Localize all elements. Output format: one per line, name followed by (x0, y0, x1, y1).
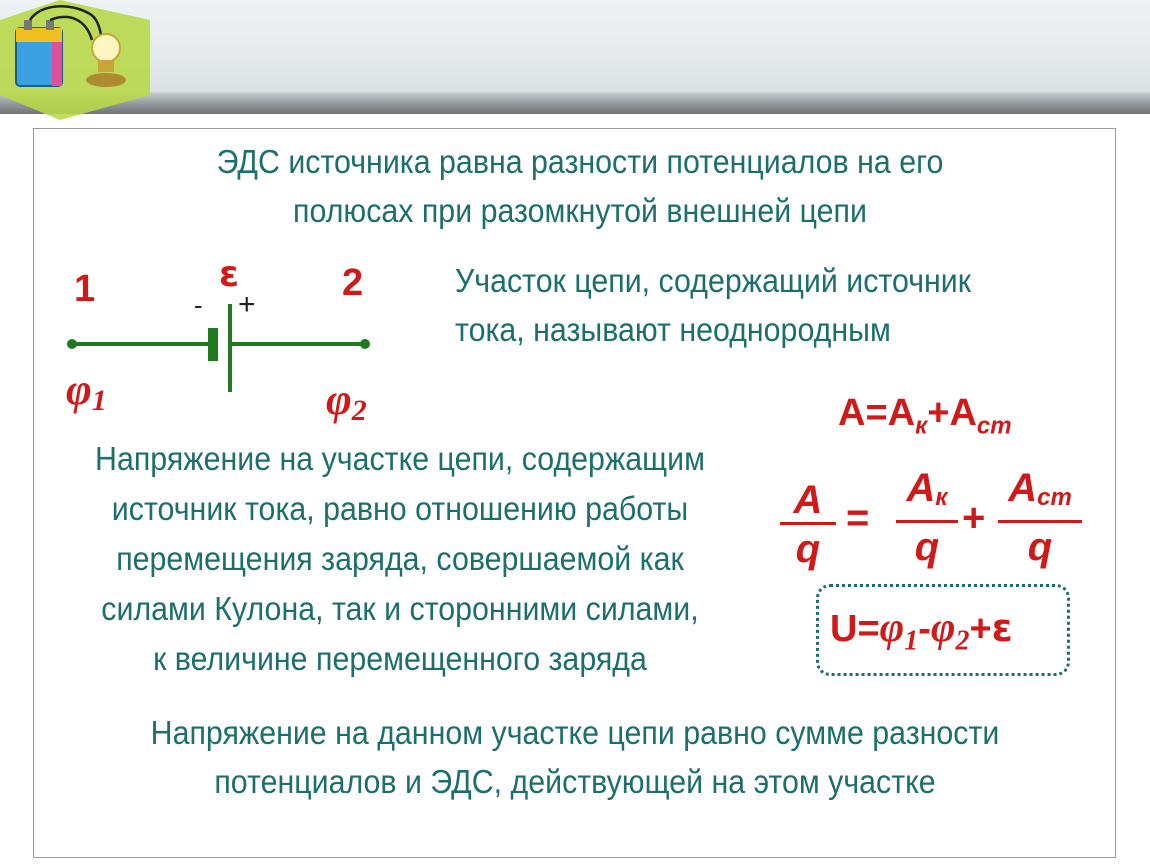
paragraph-line: источник тока, равно отношению работы (111, 490, 689, 527)
u-formula-sub2: 2 (955, 625, 970, 657)
title-line: ЭДС источника равна разности потенциалов на его (216, 143, 944, 180)
u-formula-phi2: φ (930, 605, 956, 651)
equals-sign: = (846, 496, 870, 540)
phi1-symbol: φ (66, 365, 92, 414)
fraction-numerator (896, 466, 958, 523)
fraction-numerator-main: A (906, 466, 936, 510)
battery-and-lamp-icon (0, 0, 150, 120)
fraction-ast-over-q (998, 466, 1082, 571)
phi1-subscript: 1 (91, 384, 107, 417)
node-label-2: 2 (342, 262, 364, 304)
work-formula-lhs: A=A (838, 392, 916, 434)
fraction-denominator: q (795, 527, 821, 571)
paragraph-line: к величине перемещенного заряда (153, 640, 647, 677)
minus-sign: - (194, 290, 203, 320)
plus-sign: + (238, 288, 256, 321)
fraction-numerator-sub: ст (1037, 484, 1072, 511)
fraction-numerator-main: A (1008, 466, 1038, 510)
fraction-numerator (998, 466, 1082, 523)
paragraph-line: силами Кулона, так и сторонними силами, (101, 590, 699, 627)
title (120, 137, 1040, 235)
header-shadow (0, 92, 1150, 114)
u-formula-phi1: φ (879, 605, 905, 651)
fraction-numerator-sub: к (935, 484, 948, 511)
work-formula-sub2: ст (976, 412, 1012, 440)
u-formula-plus: + (969, 608, 992, 650)
definition-line: Участок цепи, содержащий источник (455, 262, 972, 299)
node-dot-1 (67, 339, 77, 349)
phi2-symbol: φ (326, 375, 352, 424)
title-line: полюсах при разомкнутой внешней цепи (293, 192, 867, 229)
phi2-label (326, 374, 367, 428)
fraction-denominator: q (914, 525, 940, 569)
paragraph-line: перемещения заряда, совершаемой как (116, 540, 684, 577)
fraction-denominator: q (1027, 525, 1053, 569)
conclusion-line: потенциалов и ЭДС, действующей на этом участке (214, 763, 936, 800)
node-label-1: 1 (74, 268, 96, 310)
work-formula (838, 392, 1012, 441)
u-formula (830, 604, 1013, 658)
conclusion-line: Напряжение на данном участке цепи равно сумме разности (150, 714, 1000, 751)
work-formula-mid: +A (927, 392, 977, 434)
u-formula-minus: - (918, 608, 931, 650)
definition-text (455, 256, 1044, 354)
u-formula-emf: ε (991, 606, 1013, 650)
definition-line: тока, называют неоднородным (455, 311, 891, 348)
u-formula-u: U= (830, 608, 880, 650)
phi2-subscript: 2 (351, 394, 367, 427)
phi1-label (66, 364, 107, 418)
fraction-ak-over-q (896, 466, 958, 571)
voltage-paragraph (69, 434, 731, 684)
node-dot-2 (360, 339, 370, 349)
u-formula-sub1: 1 (904, 625, 919, 657)
conclusion (87, 708, 1062, 806)
work-formula-sub1: к (915, 412, 928, 440)
fraction-numerator: A (780, 478, 836, 525)
emf-symbol: ε (219, 254, 240, 295)
fraction-a-over-q (780, 478, 836, 573)
paragraph-line: Напряжение на участке цепи, содержащим (95, 440, 705, 477)
plus-operator: + (962, 496, 986, 540)
battery-negative-plate (208, 328, 218, 361)
